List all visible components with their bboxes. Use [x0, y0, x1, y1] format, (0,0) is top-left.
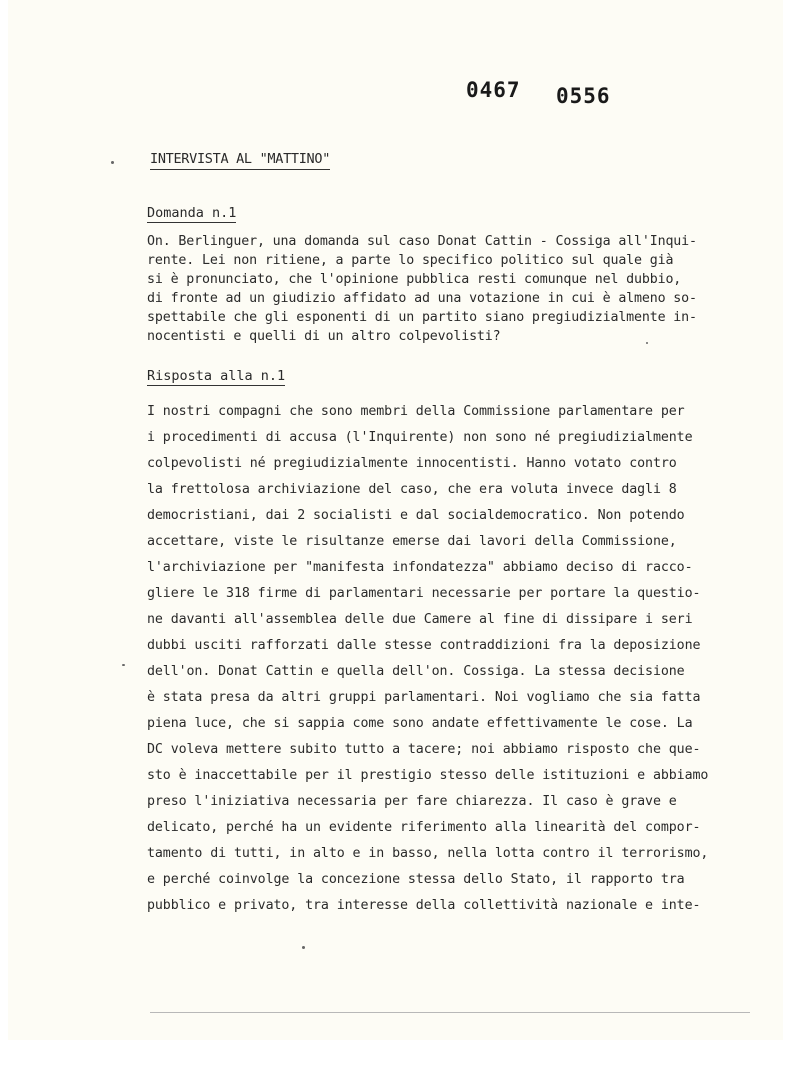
answer-line: i procedimenti di accusa (l'Inquirente) non sono né pregiudizialmente [147, 430, 693, 445]
paper-speck [646, 342, 648, 344]
document-title: INTERVISTA AL "MATTINO" [150, 151, 330, 170]
question-heading: Domanda n.1 [147, 205, 237, 221]
paper-speck [111, 161, 114, 164]
question-line: si è pronunciato, che l'opinione pubblica resti comunque nel dubbio, [147, 272, 682, 287]
answer-heading: Risposta alla n.1 [147, 368, 286, 384]
answer-line: tamento di tutti, in alto e in basso, nella lotta contro il terrorismo, [147, 846, 709, 861]
answer-line: e perché coinvolge la concezione stessa dello Stato, il rapporto tra [147, 872, 685, 887]
answer-line: I nostri compagni che sono membri della Commissione parlamentare per [147, 404, 685, 419]
paper-speck [122, 664, 125, 666]
answer-line: pubblico e privato, tra interesse della collettività nazionale e inte- [147, 898, 701, 913]
question-line: di fronte ad un giudizio affidato ad una votazione in cui è almeno so- [147, 291, 697, 306]
paper-speck [302, 946, 305, 949]
answer-line: la frettolosa archiviazione del caso, che era voluta invece dagli 8 [147, 482, 677, 497]
question-line: On. Berlinguer, una domanda sul caso Donat Cattin - Cossiga all'Inqui- [147, 234, 697, 249]
answer-line: delicato, perché ha un evidente riferimento alla linearità del compor- [147, 820, 701, 835]
answer-line: democristiani, dai 2 socialisti e dal socialdemocratico. Non potendo [147, 508, 685, 523]
answer-line: DC voleva mettere subito tutto a tacere; noi abbiamo risposto che que- [147, 742, 701, 757]
answer-line: piena luce, che si sappia come sono andate effettivamente le cose. La [147, 716, 693, 731]
question-line: rente. Lei non ritiene, a parte lo specifico politico sul quale già [147, 253, 674, 268]
archive-number-1: 0467 [466, 78, 521, 102]
question-line: spettabile che gli esponenti di un partito siano pregiudizialmente in- [147, 310, 697, 325]
answer-line: dell'on. Donat Cattin e quella dell'on. Cossiga. La stessa decisione [147, 664, 685, 679]
archive-number-2: 0556 [556, 84, 611, 108]
scan-margin [0, 1040, 785, 1080]
answer-line: ne davanti all'assemblea delle due Camere al fine di dissipare i seri [147, 612, 693, 627]
answer-line: l'archiviazione per "manifesta infondatezza" abbiamo deciso di racco- [147, 560, 693, 575]
answer-line: preso l'iniziativa necessaria per fare chiarezza. Il caso è grave e [147, 794, 677, 809]
answer-line: gliere le 318 firme di parlamentari necessarie per portare la questio- [147, 586, 701, 601]
question-line: nocentisti e quelli di un altro colpevolisti? [147, 329, 501, 344]
answer-line: accettare, viste le risultanze emerse dai lavori della Commissione, [147, 534, 677, 549]
answer-line: sto è inaccettabile per il prestigio stesso delle istituzioni e abbiamo [147, 768, 709, 783]
bottom-rule [150, 1012, 750, 1013]
answer-line: colpevolisti né pregiudizialmente innocentisti. Hanno votato contro [147, 456, 677, 471]
answer-line: dubbi usciti rafforzati dalle stesse contraddizioni fra la deposizione [147, 638, 701, 653]
answer-line: è stata presa da altri gruppi parlamentari. Noi vogliamo che sia fatta [147, 690, 701, 705]
